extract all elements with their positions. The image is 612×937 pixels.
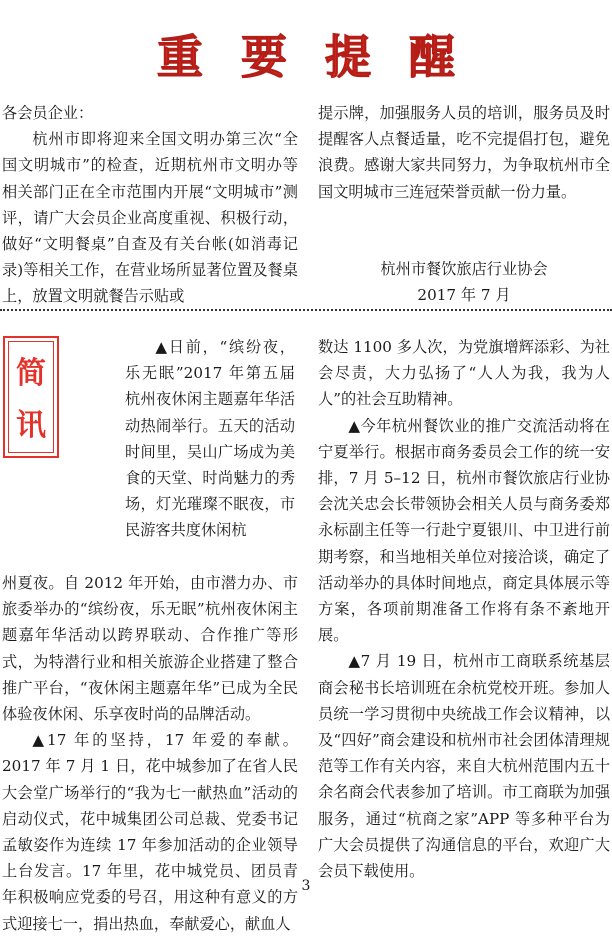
news-label-box xyxy=(3,336,59,458)
page-title xyxy=(0,26,612,82)
news-label-char: 简 xyxy=(16,356,46,391)
notice-salutation: 各会员企业： xyxy=(2,104,94,122)
title-char: 醒 xyxy=(409,30,455,84)
news-item-3: ▲今年杭州餐饮业的推广交流活动将在宁夏举行。根据市商务委员会工作的统一安排，7 月 5–12 日，杭州市餐饮旅店行业协会沈关忠会长带领协会相关人员与商务委郑永标副主任等一行赴宁夏银川、中卫进行前期考察，和当地相关单位对接洽谈，确定了活动举办的具体时间地点，商定具体展示等方案，各项前期准备工作将有条不紊地开展。 xyxy=(318,416,610,645)
signature-date: 2017 年 7 月 xyxy=(417,286,511,305)
notice-body-left: 杭州市即将迎来全国文明办第三次“全国文明城市”的检查，近期杭州市文明办等相关部门正在全市范围内开展“文明城市”测评，请广大会员企业高度重视、积极行动，做好“文明餐桌”自查及有关台帐(如消毒记录)等相关工作，在营业场所显著位置及餐桌上，放置文明就餐告示贴或 xyxy=(2,130,298,306)
title-char: 要 xyxy=(241,30,287,84)
news-item-2-continued: 数达 1100 多人次，为党旗增辉添彩、为社会尽责，大力弘扬了“人人为我，我为人人”的社会互助精神。 xyxy=(318,338,610,409)
signature-org: 杭州市餐饮旅店行业协会 xyxy=(380,260,548,278)
notice-left-column xyxy=(2,100,298,310)
news-item-4: ▲7 月 19 日，杭州市工商联系统基层商会秘书长培训班在余杭党校开班。参加人员统一学习贯彻中央统战工作会议精神，以及“四好”商会建设和杭州市社会团体清理规范等工作有关内容，来自大杭州范围内五十余名商会代表参加了培训。市工商联为加强服务，通过“杭商之家”APP 等多种平台为广大会员提供了沟通信息的平台，欢迎广大会员下载使用。 xyxy=(318,652,610,881)
notice-body-right: 提示牌，加强服务人员的培训，服务员及时提醒客人点餐适量，吃不完提倡打包，避免浪费。感谢大家共同努力，为争取杭州市全国文明城市三连冠荣誉贡献一份力量。 xyxy=(318,104,610,201)
news-right-column xyxy=(318,334,610,884)
title-char: 提 xyxy=(325,30,371,84)
title-char: 重 xyxy=(157,30,203,84)
news-item-2: ▲17 年的坚持，17 年爱的奉献。2017 年 7 月 1 日，花中城参加了在省人民大会堂广场举行的“我为七一献热血”活动的启动仪式，花中城集团公司总裁、党委书记孟敏姿作为连续 17 年参加活动的企业领导上台发言。17 年里，花中城党员、团员青年积极响应党委的号召，用这种有意义的方式迎接七一，捐出热血，奉献爱心，献血人 xyxy=(2,731,298,933)
news-item-1-lead: ▲日前，“缤纷夜，乐无眠”2017 年第五届杭州夜休闲主题嘉年华活动热闹举行。五天的活动时间里，吴山广场成为美食的天堂、时尚魅力的秀场，灯光璀璨不眠夜，市民游客共度休闲杭 xyxy=(125,338,295,540)
news-item-1-rest: 州夏夜。自 2012 年开始，由市潜力办、市旅委举办的“缤纷夜，乐无眠”杭州夜休闲主题嘉年华活动以跨界联动、合作推广等形式，为特潜行业和相关旅游企业搭建了整合推广平台，“夜休闲主题嘉年华”已成为全民体验夜休闲、乐享夜时尚的品牌活动。 xyxy=(2,574,298,724)
section-divider xyxy=(0,309,612,311)
news-label-char: 讯 xyxy=(16,408,46,443)
notice-signature xyxy=(318,256,610,308)
page-number: 3 xyxy=(301,878,311,894)
notice-right-column xyxy=(318,100,610,205)
